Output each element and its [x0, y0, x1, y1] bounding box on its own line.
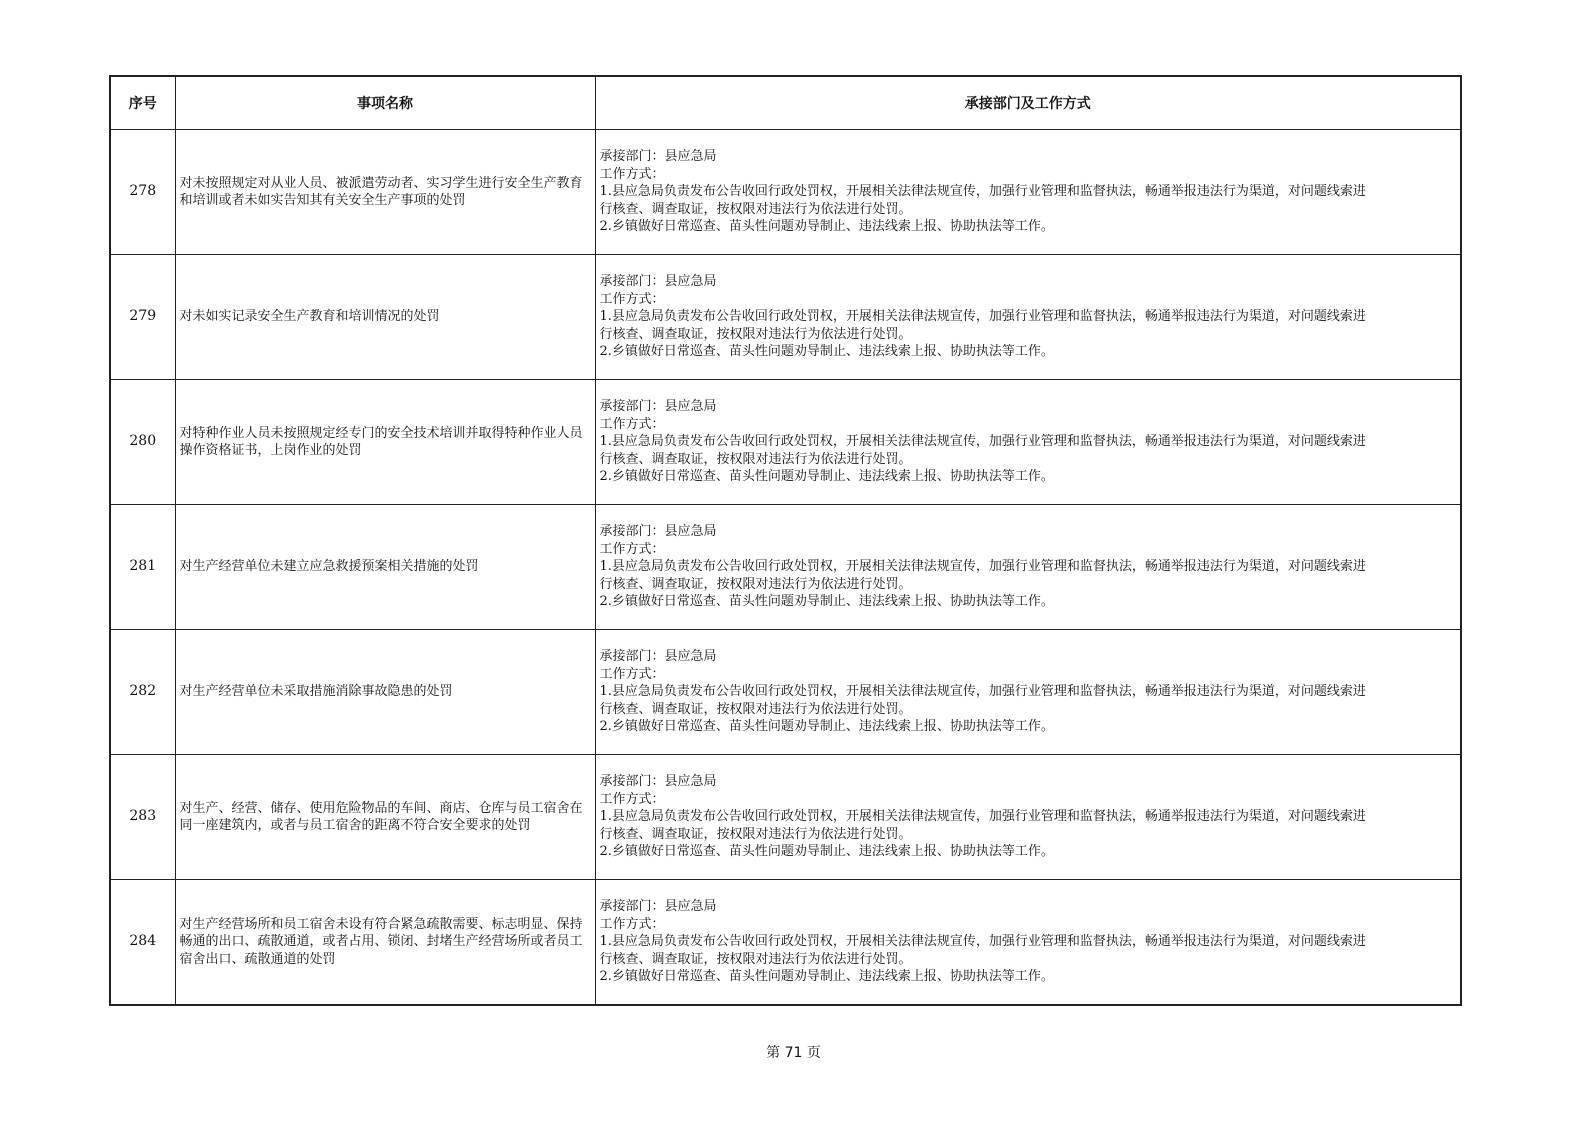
- header-seq: 序号: [110, 76, 175, 130]
- row-name: 对生产经营单位未建立应急救援预案相关措施的处罚: [175, 505, 595, 630]
- method-item-1: 1.县应急局负责发布公告收回行政处罚权，开展相关法律法规宣传，加强行业管理和监督执法，畅通举报违法行为渠道，对问题线索进: [599, 434, 1366, 450]
- method-item-1-cont: 行核查、调查取证，按权限对违法行为依法进行处罚。: [599, 701, 912, 717]
- row-seq: 281: [110, 505, 175, 630]
- row-seq: 283: [110, 755, 175, 880]
- method-item-1: 1.县应急局负责发布公告收回行政处罚权，开展相关法律法规宣传，加强行业管理和监督执法，畅通举报违法行为渠道，对问题线索进: [599, 559, 1366, 575]
- row-dept: [595, 380, 1461, 505]
- method-item-1: 1.县应急局负责发布公告收回行政处罚权，开展相关法律法规宣传，加强行业管理和监督执法，畅通举报违法行为渠道，对问题线索进: [599, 684, 1366, 700]
- dept-line: 承接部门：县应急局: [599, 649, 717, 665]
- row-name: 对未如实记录安全生产教育和培训情况的处罚: [175, 255, 595, 380]
- row-dept: [595, 505, 1461, 630]
- method-item-2: 2.乡镇做好日常巡查、苗头性问题劝导制止、违法线索上报、协助执法等工作。: [599, 469, 1054, 485]
- method-label: 工作方式：: [599, 666, 665, 682]
- method-item-1: 1.县应急局负责发布公告收回行政处罚权，开展相关法律法规宣传，加强行业管理和监督执法，畅通举报违法行为渠道，对问题线索进: [599, 809, 1366, 825]
- document-table-container: [109, 75, 1460, 1006]
- dept-line: 承接部门：县应急局: [599, 399, 717, 415]
- row-name: 对特种作业人员未按照规定经专门的安全技术培训并取得特种作业人员操作资格证书，上岗作业的处罚: [175, 380, 595, 505]
- row-dept: [595, 130, 1461, 255]
- table-row: [110, 255, 1461, 380]
- row-name: 对生产、经营、储存、使用危险物品的车间、商店、仓库与员工宿舍在同一座建筑内，或者与员工宿舍的距离不符合安全要求的处罚: [175, 755, 595, 880]
- row-name: 对未按照规定对从业人员、被派遣劳动者、实习学生进行安全生产教育和培训或者未如实告知其有关安全生产事项的处罚: [175, 130, 595, 255]
- table-row: [110, 630, 1461, 755]
- table-row: [110, 130, 1461, 255]
- method-item-2: 2.乡镇做好日常巡查、苗头性问题劝导制止、违法线索上报、协助执法等工作。: [599, 594, 1054, 610]
- table-row: [110, 505, 1461, 630]
- row-name: 对生产经营单位未采取措施消除事故隐患的处罚: [175, 630, 595, 755]
- table-row: [110, 380, 1461, 505]
- method-item-2: 2.乡镇做好日常巡查、苗头性问题劝导制止、违法线索上报、协助执法等工作。: [599, 344, 1054, 360]
- method-item-1: 1.县应急局负责发布公告收回行政处罚权，开展相关法律法规宣传，加强行业管理和监督执法，畅通举报违法行为渠道，对问题线索进: [599, 934, 1366, 950]
- method-label: 工作方式：: [599, 541, 665, 557]
- row-seq: 282: [110, 630, 175, 755]
- row-dept: [595, 755, 1461, 880]
- row-name: 对生产经营场所和员工宿舍未设有符合紧急疏散需要、标志明显、保持畅通的出口、疏散通道，或者占用、锁闭、封堵生产经营场所或者员工宿舍出口、疏散通道的处罚: [175, 880, 595, 1006]
- method-item-1: 1.县应急局负责发布公告收回行政处罚权，开展相关法律法规宣传，加强行业管理和监督执法，畅通举报违法行为渠道，对问题线索进: [599, 184, 1366, 200]
- method-label: 工作方式：: [599, 916, 665, 932]
- method-item-2: 2.乡镇做好日常巡查、苗头性问题劝导制止、违法线索上报、协助执法等工作。: [599, 219, 1054, 235]
- method-item-2: 2.乡镇做好日常巡查、苗头性问题劝导制止、违法线索上报、协助执法等工作。: [599, 844, 1054, 860]
- table-row: [110, 755, 1461, 880]
- matters-table: [109, 75, 1462, 1006]
- method-item-1-cont: 行核查、调查取证，按权限对违法行为依法进行处罚。: [599, 201, 912, 217]
- row-seq: 284: [110, 880, 175, 1006]
- header-name: 事项名称: [175, 76, 595, 130]
- method-item-1-cont: 行核查、调查取证，按权限对违法行为依法进行处罚。: [599, 826, 912, 842]
- method-item-1: 1.县应急局负责发布公告收回行政处罚权，开展相关法律法规宣传，加强行业管理和监督执法，畅通举报违法行为渠道，对问题线索进: [599, 309, 1366, 325]
- dept-line: 承接部门：县应急局: [599, 524, 717, 540]
- method-label: 工作方式：: [599, 291, 665, 307]
- row-seq: 278: [110, 130, 175, 255]
- method-label: 工作方式：: [599, 416, 665, 432]
- method-label: 工作方式：: [599, 791, 665, 807]
- dept-line: 承接部门：县应急局: [599, 774, 717, 790]
- method-item-1-cont: 行核查、调查取证，按权限对违法行为依法进行处罚。: [599, 451, 912, 467]
- table-row: [110, 880, 1461, 1006]
- dept-line: 承接部门：县应急局: [599, 899, 717, 915]
- method-item-2: 2.乡镇做好日常巡查、苗头性问题劝导制止、违法线索上报、协助执法等工作。: [599, 969, 1054, 985]
- method-item-1-cont: 行核查、调查取证，按权限对违法行为依法进行处罚。: [599, 951, 912, 967]
- method-item-1-cont: 行核查、调查取证，按权限对违法行为依法进行处罚。: [599, 326, 912, 342]
- method-label: 工作方式：: [599, 166, 665, 182]
- row-dept: [595, 630, 1461, 755]
- row-seq: 279: [110, 255, 175, 380]
- row-dept: [595, 255, 1461, 380]
- header-dept: 承接部门及工作方式: [595, 76, 1461, 130]
- table-header-row: [110, 76, 1461, 130]
- method-item-1-cont: 行核查、调查取证，按权限对违法行为依法进行处罚。: [599, 576, 912, 592]
- page-number: 第 71 页: [766, 1045, 821, 1061]
- row-dept: [595, 880, 1461, 1006]
- dept-line: 承接部门：县应急局: [599, 149, 717, 165]
- row-seq: 280: [110, 380, 175, 505]
- method-item-2: 2.乡镇做好日常巡查、苗头性问题劝导制止、违法线索上报、协助执法等工作。: [599, 719, 1054, 735]
- dept-line: 承接部门：县应急局: [599, 274, 717, 290]
